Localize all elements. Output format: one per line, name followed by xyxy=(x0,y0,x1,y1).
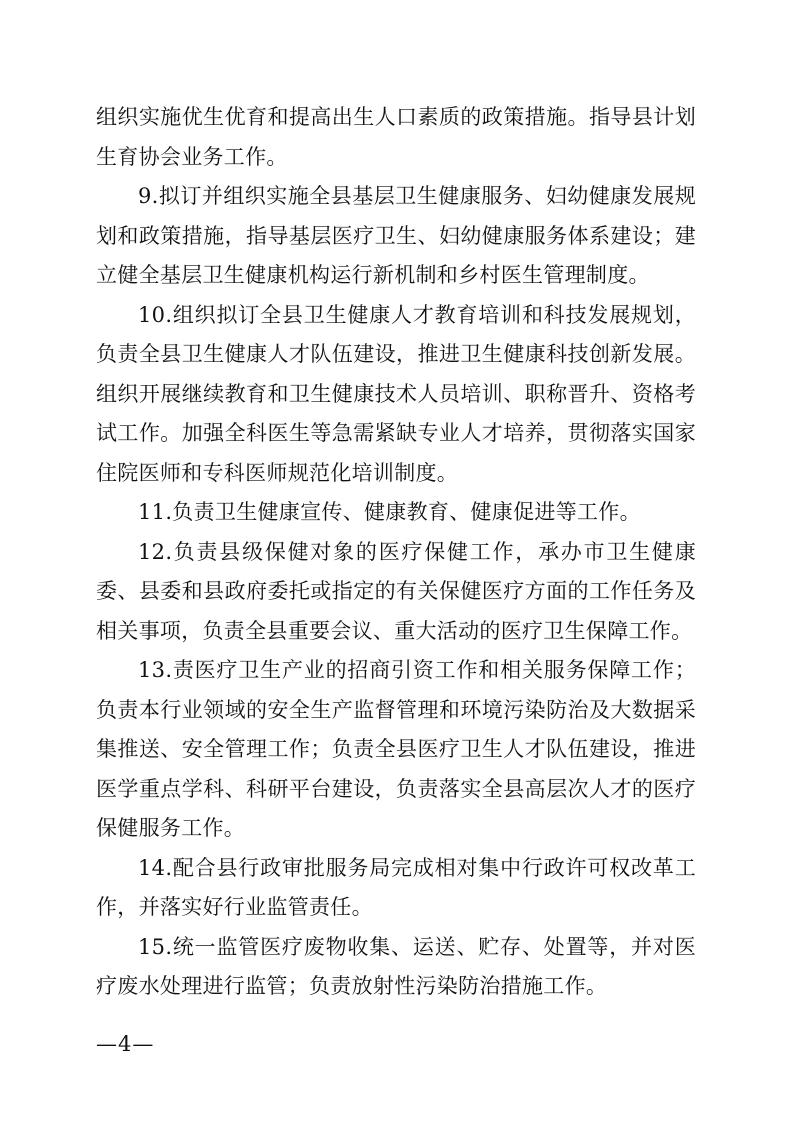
page-number: —4— xyxy=(96,1032,155,1056)
paragraph-item-11: 11.负责卫生健康宣传、健康教育、健康促进等工作。 xyxy=(138,500,641,524)
paragraph-item-9: 9.拟订并组织实施全县基层卫生健康服务、妇幼健康发展规划和政策措施，指导基层医疗卫生、妇幼健康服务体系建设；建立健全基层卫生健康机构运行新机制和乡村医生管理制度。 xyxy=(96,184,696,287)
document-body xyxy=(96,98,696,1007)
paragraph-continued: 组织实施优生优育和提高出生人口素质的政策措施。指导县计划生育协会业务工作。 xyxy=(96,105,696,169)
paragraph-item-15: 15.统一监管医疗废物收集、运送、贮存、处置等，并对医疗废水处理进行监管；负责放射性污染防治措施工作。 xyxy=(96,934,696,998)
paragraph-item-12: 12.负责县级保健对象的医疗保健工作，承办市卫生健康委、县委和县政府委托或指定的有关保健医疗方面的工作任务及相关事项，负责全县重要会议、重大活动的医疗卫生保障工作。 xyxy=(96,539,696,643)
paragraph-item-13: 13.责医疗卫生产业的招商引资工作和相关服务保障工作；负责本行业领域的安全生产监督管理和环境污染防治及大数据采集推送、安全管理工作；负责全县医疗卫生人才队伍建设，推进医学重点学科、科研平台建设，负责落实全县高层次人才的医疗保健服务工作。 xyxy=(96,658,696,840)
paragraph-item-14: 14.配合县行政审批服务局完成相对集中行政许可权改革工作，并落实好行业监管责任。 xyxy=(96,855,696,919)
paragraph-item-10: 10.组织拟订全县卫生健康人才教育培训和科技发展规划，负责全县卫生健康人才队伍建设，推进卫生健康科技创新发展。组织开展继续教育和卫生健康技术人员培训、职称晋升、资格考试工作。加强全科医生等急需紧缺专业人才培养，贯彻落实国家住院医师和专科医师规范化培训制度。 xyxy=(96,302,696,485)
